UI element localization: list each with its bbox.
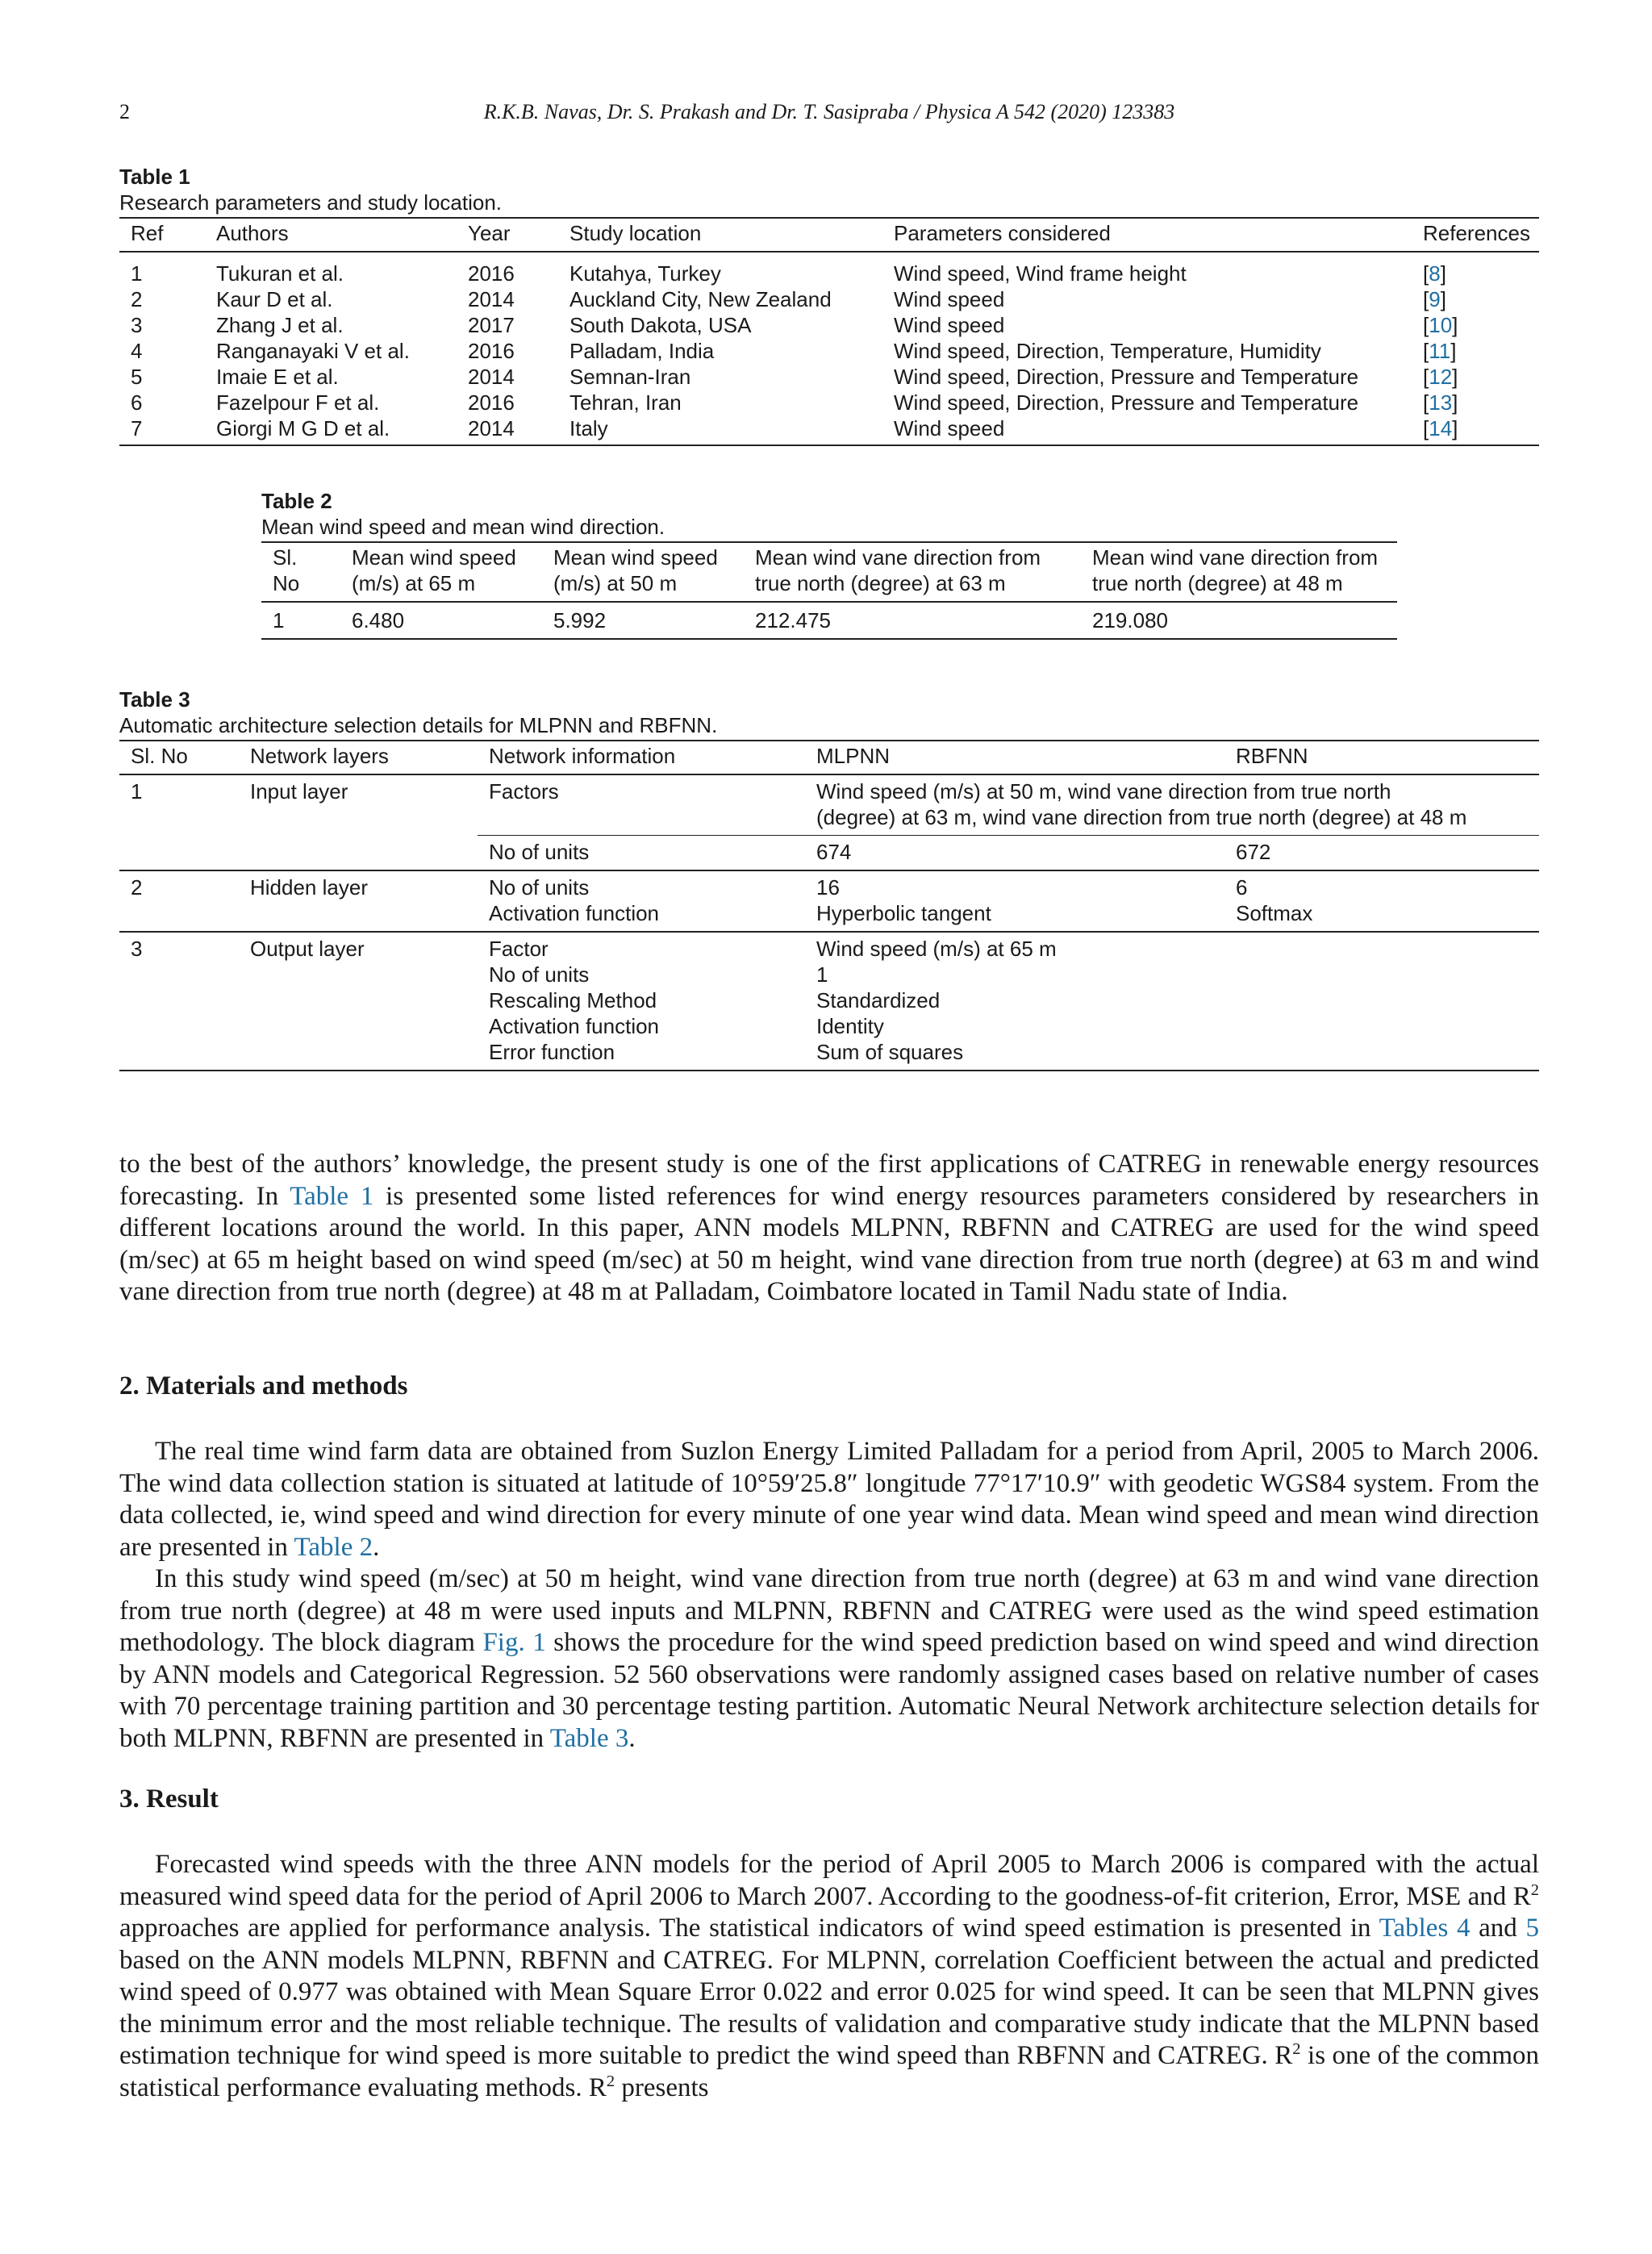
cell-params: Wind speed, Direction, Pressure and Temperature <box>894 390 1359 415</box>
cell-info: No of units Activation function <box>489 875 660 925</box>
cell-citation: [10] <box>1423 313 1458 337</box>
running-title: R.K.B. Navas, Dr. S. Prakash and Dr. T. Sasipraba / Physica A 542 (2020) 123383 <box>483 100 1175 123</box>
cell-params: Wind speed <box>894 287 1005 311</box>
cell-rbfnn: 6 Softmax <box>1236 875 1313 925</box>
section-3-heading: 3. Result <box>119 1784 219 1814</box>
table-row <box>119 390 1539 415</box>
cell-citation: [13] <box>1423 390 1458 415</box>
table-3-link[interactable]: Table 3 <box>549 1723 629 1753</box>
table-row <box>119 312 1539 338</box>
tables-4-link[interactable]: Tables 4 <box>1379 1914 1471 1943</box>
cell-layer: Input layer <box>250 779 348 804</box>
cell-sl: 1 <box>273 608 285 632</box>
column-header: Authors <box>216 221 289 245</box>
paragraph: In this study wind speed (m/sec) at 50 m height, wind vane direction from true north (degree) at 63 m and wind vane direction from true north (degree) at 48 m were used inputs and MLPNN, RBFNN and CATREG were used as the wind speed estimation methodology. The block diagram Fig. 1 shows the procedure for the wind speed prediction based on wind speed and wind direction by ANN models and Categorical Regression. 52 560 observations were randomly assigned cases based on relative number of cases with 70 percentage training partition and 30 percentage testing partition. Automatic Neural Network architecture selection details for both MLPNN, RBFNN are presented in Table 3. <box>119 1564 1539 1753</box>
citation-link[interactable]: 12 <box>1429 365 1453 389</box>
cell-info: Factors <box>489 779 559 804</box>
cell-factors: Wind speed (m/s) at 50 m, wind vane direction from true north (degree) at 63 m, wind vane direction from true north (degree) at 48 m <box>816 779 1467 829</box>
cell-authors: Kaur D et al. <box>216 287 333 311</box>
table-row <box>119 252 1539 286</box>
cell-citation: [12] <box>1423 365 1458 389</box>
cell-location: Palladam, India <box>569 339 715 363</box>
intro-paragraph: to the best of the authors’ knowledge, the present study is one of the first applications of CATREG in renewable energy resources forecasting. In Table 1 is presented some listed references for wind energy resources parameters considered by researchers in different locations around the world. In this paper, ANN models MLPNN, RBFNN and CATREG are used for the wind speed (m/sec) at 65 m height based on wind speed (m/sec) at 50 m height, wind vane direction from true north (degree) at 63 m and wind vane direction from true north (degree) at 48 m at Palladam, Coimbatore located in Tamil Nadu state of India. <box>119 1150 1539 1306</box>
column-header: Network layers <box>250 744 389 768</box>
column-header: Study location <box>569 221 702 245</box>
column-header: Parameters considered <box>894 221 1111 245</box>
cell-layer: Hidden layer <box>250 875 368 900</box>
table-row <box>119 774 1539 836</box>
table-header-row <box>119 218 1539 252</box>
cell-location: South Dakota, USA <box>569 313 752 337</box>
cell-params: Wind speed <box>894 416 1005 440</box>
table-caption: Research parameters and study location. <box>119 190 503 215</box>
column-header: RBFNN <box>1236 744 1308 768</box>
citation-link[interactable]: 13 <box>1429 390 1453 415</box>
table-row <box>119 364 1539 390</box>
cell-location: Auckland City, New Zealand <box>569 287 832 311</box>
section-3-body <box>119 1849 1539 2104</box>
cell-ref: 7 <box>131 416 143 440</box>
cell-ref: 4 <box>131 339 143 363</box>
cell-sl: 1 <box>131 779 143 804</box>
table-row <box>119 338 1539 364</box>
table-label: Table 3 <box>119 687 190 712</box>
cell-ref: 1 <box>131 261 143 286</box>
cell-ref: 3 <box>131 313 143 337</box>
cell-citation: [11] <box>1423 339 1457 363</box>
column-header: Network information <box>489 744 676 768</box>
table-row <box>119 415 1539 445</box>
cell-authors: Tukuran et al. <box>216 261 344 286</box>
cell-mlpnn: 16 Hyperbolic tangent <box>816 875 991 925</box>
cell-sl: 3 <box>131 937 143 961</box>
table-row <box>119 870 1539 932</box>
cell-location: Kutahya, Turkey <box>569 261 721 286</box>
cell-authors: Giorgi M G D et al. <box>216 416 390 440</box>
page-header <box>119 100 1539 132</box>
cell-citation: [9] <box>1423 287 1446 311</box>
input-layer-group <box>119 774 1539 870</box>
table-1 <box>119 164 1539 446</box>
table-1-link[interactable]: Table 1 <box>290 1181 374 1211</box>
cell-mean-speed-65: 6.480 <box>352 608 405 632</box>
cell-authors: Fazelpour F et al. <box>216 390 380 415</box>
table-row <box>261 602 1397 639</box>
column-header: Mean wind speed (m/s) at 50 m <box>553 545 718 595</box>
cell-ref: 2 <box>131 287 143 311</box>
cell-year: 2014 <box>468 365 515 389</box>
cell-authors: Imaie E et al. <box>216 365 339 389</box>
citation-link[interactable]: 8 <box>1429 261 1441 286</box>
cell-year: 2014 <box>468 416 515 440</box>
cell-params: Wind speed, Direction, Temperature, Humidity <box>894 339 1321 363</box>
column-header: Mean wind speed (m/s) at 65 m <box>352 545 516 595</box>
cell-citation: [14] <box>1423 416 1458 440</box>
section-2-body <box>119 1436 1539 1755</box>
cell-direction-63: 212.475 <box>755 608 831 632</box>
table-5-link[interactable]: 5 <box>1525 1914 1539 1943</box>
column-header: Ref <box>131 221 164 245</box>
column-header: Mean wind vane direction from true north (degree) at 63 m <box>755 545 1041 595</box>
cell-year: 2016 <box>468 390 515 415</box>
cell-citation: [8] <box>1423 261 1446 286</box>
cell-params: Wind speed <box>894 313 1005 337</box>
table-3-grid <box>119 740 1539 1071</box>
cell-info: No of units <box>478 836 805 871</box>
table-label: Table 2 <box>261 489 332 513</box>
cell-ref: 5 <box>131 365 143 389</box>
cell-params: Wind speed, Wind frame height <box>894 261 1187 286</box>
cell-year: 2016 <box>468 339 515 363</box>
output-layer-group <box>119 932 1539 1071</box>
cell-mlpnn: Wind speed (m/s) at 65 m 1 Standardized Identity Sum of squares <box>816 937 1057 1064</box>
cell-location: Semnan-Iran <box>569 365 691 389</box>
cell-ref: 6 <box>131 390 143 415</box>
cell-layer: Output layer <box>250 937 365 961</box>
table-2-grid <box>261 541 1397 640</box>
table-row <box>119 286 1539 312</box>
cell-location: Italy <box>569 416 608 440</box>
column-header: Mean wind vane direction from true north (degree) at 48 m <box>1092 545 1379 595</box>
table-1-grid <box>119 217 1539 446</box>
cell-sl: 2 <box>131 875 143 900</box>
hidden-layer-group <box>119 870 1539 932</box>
paragraph: The real time wind farm data are obtained from Suzlon Energy Limited Palladam for a period from April, 2005 to March 2006. The wind data collection station is situated at latitude of 10°59′25.8″ longitude 77°17′10.9″ with geodetic WGS84 system. From the data collected, ie, wind speed and wind direction for every minute of one year wind data. Mean wind speed and mean wind direction are presented in Table 2. <box>119 1437 1539 1562</box>
cell-info: Factor No of units Rescaling Method Activation function Error function <box>489 937 660 1064</box>
citation-link[interactable]: 11 <box>1429 339 1451 363</box>
cell-year: 2016 <box>468 261 515 286</box>
table-label: Table 1 <box>119 165 190 189</box>
column-header: Sl. No <box>131 744 188 768</box>
section-2-heading: 2. Materials and methods <box>119 1371 408 1400</box>
citation-link[interactable]: 14 <box>1429 416 1453 440</box>
table-header-row <box>261 542 1397 602</box>
page-number: 2 <box>119 100 130 123</box>
cell-authors: Zhang J et al. <box>216 313 344 337</box>
table-2-link[interactable]: Table 2 <box>294 1532 373 1562</box>
column-header: MLPNN <box>816 744 891 768</box>
paragraph: Forecasted wind speeds with the three ANN models for the period of April 2005 to March 2006 is compared with the actual measured wind speed data for the period of April 2006 to March 2007. According to the goodness-of-fit criterion, Error, MSE and $R^2$ approaches are applied for performance analysis. The statistical indicators of wind speed estimation is presented in Tables 4 and 5 based on the ANN models MLPNN, RBFNN and CATREG. For MLPNN, correlation Coefficient between the actual and predicted wind speed of 0.977 was obtained with Mean Square Error 0.022 and error 0.025 for wind speed. It can be seen that MLPNN gives the minimum error and the most reliable technique. The results of validation and comparative study indicate that the MLPNN based estimation technique for wind speed is more suitable to predict the wind speed than RBFNN and CATREG. $R^2$ is one of the common statistical performance evaluating methods. $R^2$ presents <box>119 1850 1539 2102</box>
column-header: Sl. No <box>273 545 300 595</box>
citation-link[interactable]: 9 <box>1429 287 1441 311</box>
cell-authors: Ranganayaki V et al. <box>216 339 410 363</box>
table-3 <box>119 687 1539 1071</box>
citation-link[interactable]: 10 <box>1429 313 1453 337</box>
cell-mlpnn: 674 <box>805 836 1224 871</box>
fig-1-link[interactable]: Fig. 1 <box>482 1628 546 1657</box>
table-2 <box>261 488 1397 640</box>
column-header: Year <box>468 221 511 245</box>
cell-direction-48: 219.080 <box>1092 608 1168 632</box>
table-caption: Mean wind speed and mean wind direction. <box>261 515 665 539</box>
cell-year: 2017 <box>468 313 515 337</box>
cell-location: Tehran, Iran <box>569 390 682 415</box>
cell-year: 2014 <box>468 287 515 311</box>
table-header-row <box>119 741 1539 774</box>
table-caption: Automatic architecture selection details for MLPNN and RBFNN. <box>119 713 718 737</box>
cell-rbfnn: 672 <box>1224 836 1539 871</box>
cell-params: Wind speed, Direction, Pressure and Temperature <box>894 365 1359 389</box>
cell-rbfnn <box>1224 932 1539 1071</box>
table-row <box>119 932 1539 1071</box>
cell-mean-speed-50: 5.992 <box>553 608 607 632</box>
column-header: References <box>1423 221 1530 245</box>
